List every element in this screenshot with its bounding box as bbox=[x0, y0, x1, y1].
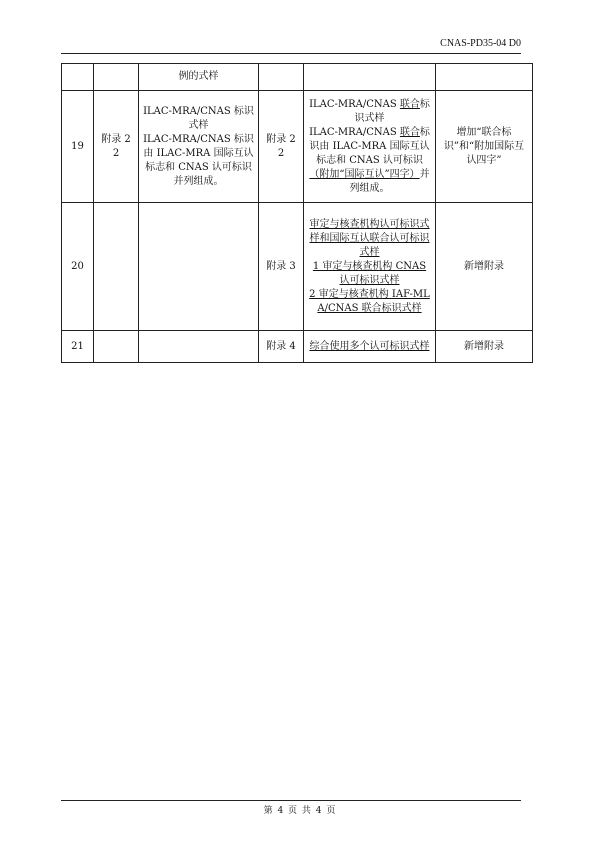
cell-new-text bbox=[304, 203, 436, 331]
underlined-text: 联合 bbox=[399, 98, 420, 110]
cell-old-text bbox=[139, 91, 259, 203]
cell-new-text bbox=[304, 64, 436, 91]
cell-new-clause: 附录 4 bbox=[259, 331, 304, 363]
new-text-paragraph bbox=[307, 98, 432, 126]
text-span: 标识式样 bbox=[354, 98, 430, 124]
cell-no bbox=[62, 64, 94, 91]
new-text-line: 审定与核查机构认可标识式样和国际互认联合认可标识式样 bbox=[309, 218, 430, 258]
cell-new-clause: 附录 3 bbox=[259, 203, 304, 331]
new-text-paragraph bbox=[307, 126, 432, 196]
cell-no: 21 bbox=[62, 331, 94, 363]
cell-new-text: 综合使用多个认可标识式样 bbox=[304, 331, 436, 363]
cell-remark bbox=[436, 64, 533, 91]
underlined-text: （附加“国际互认”四字） bbox=[309, 168, 420, 180]
cell-new-clause bbox=[259, 64, 304, 91]
table-row bbox=[62, 64, 533, 91]
cell-old-clause bbox=[94, 331, 139, 363]
cell-new-clause: 附录 2 2 bbox=[259, 91, 304, 203]
cell-remark: 增加“联合标识”和“附加国际互认四字” bbox=[436, 91, 533, 203]
text-span: 并列组成。 bbox=[349, 168, 430, 194]
document-code: CNAS-PD35-04 D0 bbox=[440, 38, 521, 49]
cell-no: 19 bbox=[62, 91, 94, 203]
cell-old-clause: 附录 2 2 bbox=[94, 91, 139, 203]
text-span: 标识由 ILAC-MRA 国际互认标志和 CNAS 认可标识 bbox=[309, 126, 430, 166]
old-text-line: ILAC-MRA/CNAS 标识式样 bbox=[143, 105, 254, 131]
cell-no: 20 bbox=[62, 203, 94, 331]
new-text-line: 2 审定与核查机构 IAF-MLA/CNAS 联合标识式样 bbox=[309, 288, 430, 314]
text-span: ILAC-MRA/CNAS bbox=[309, 98, 400, 110]
old-text-line: ILAC-MRA/CNAS 标识由 ILAC-MRA 国际互认标志和 CNAS 认可标识并列组成。 bbox=[143, 133, 254, 187]
revision-table bbox=[61, 63, 533, 363]
cell-old-text: 例的式样 bbox=[139, 64, 259, 91]
header-rule bbox=[61, 53, 521, 54]
footer-rule bbox=[61, 800, 521, 801]
cell-new-text bbox=[304, 91, 436, 203]
page-number: 第 4 页 共 4 页 bbox=[263, 806, 337, 816]
cell-remark: 新增附录 bbox=[436, 331, 533, 363]
table-row bbox=[62, 203, 533, 331]
cell-remark: 新增附录 bbox=[436, 203, 533, 331]
table-row bbox=[62, 91, 533, 203]
cell-old-clause bbox=[94, 64, 139, 91]
underlined-text: 联合 bbox=[399, 126, 420, 138]
cell-old-clause bbox=[94, 203, 139, 331]
new-text-line: 1 审定与核查机构 CNAS 认可标识式样 bbox=[312, 260, 427, 286]
table-row bbox=[62, 331, 533, 363]
cell-old-text bbox=[139, 331, 259, 363]
cell-old-text bbox=[139, 203, 259, 331]
text-span: ILAC-MRA/CNAS bbox=[309, 126, 400, 138]
